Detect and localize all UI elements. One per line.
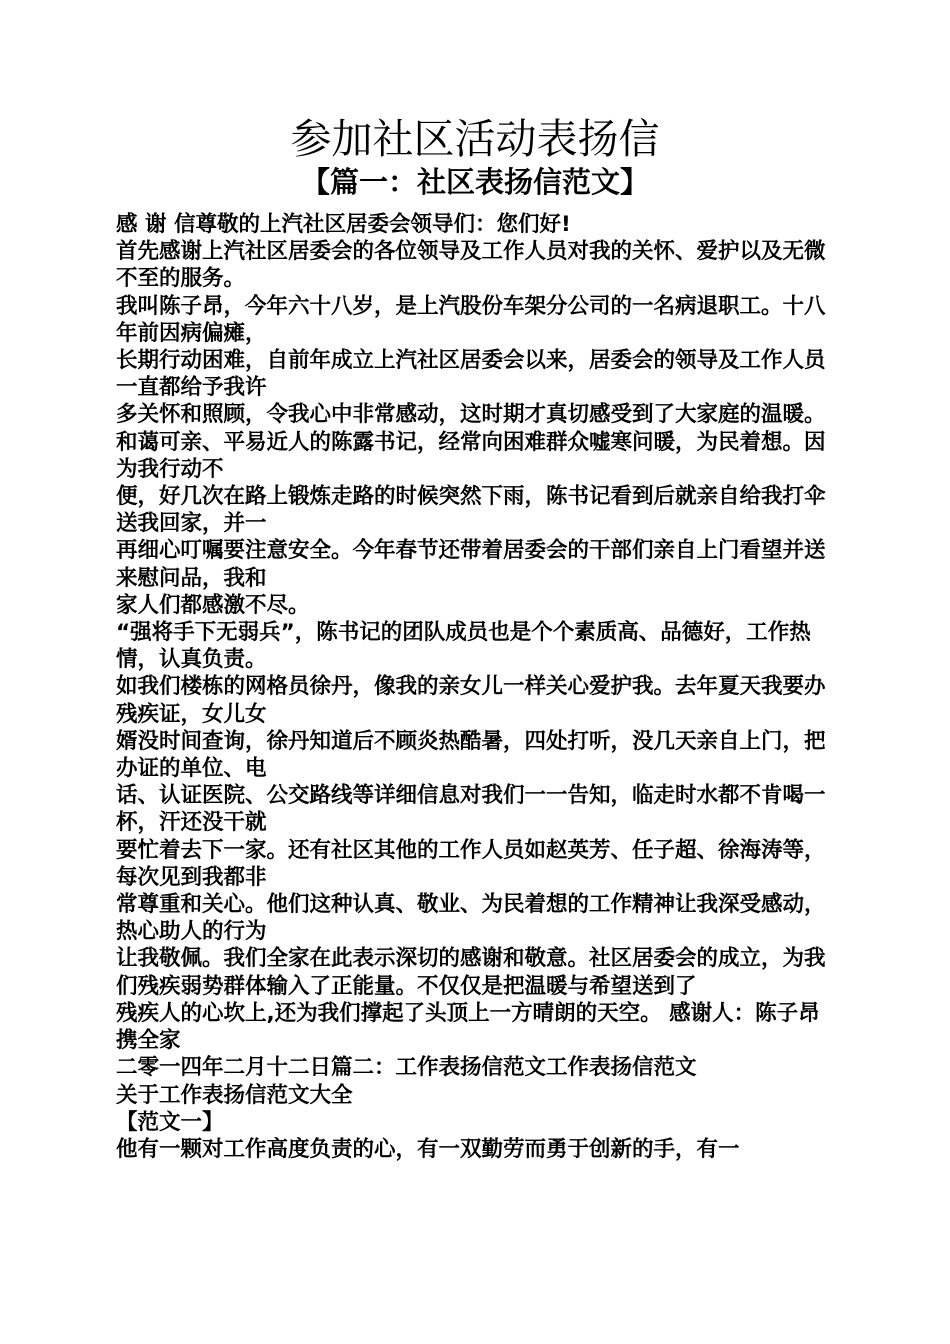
letter-body bbox=[116, 211, 838, 1163]
body-paragraph: 我叫陈子昂，今年六十八岁，是上汽股份车架分公司的一名病退职工。十八年前因病偏瘫， bbox=[116, 293, 826, 346]
body-paragraph: 要忙着去下一家。还有社区其他的工作人员如赵英芳、任子超、徐海涛等，每次见到我都非 bbox=[116, 837, 826, 890]
body-paragraph: 再细心叮嘱要注意安全。今年春节还带着居委会的干部们亲自上门看望并送来慰问品，我和 bbox=[116, 538, 826, 591]
body-paragraph: 他有一颗对工作高度负责的心，有一双勤劳而勇于创新的手，有一 bbox=[116, 1136, 740, 1162]
body-paragraph: 常尊重和关心。他们这种认真、敬业、为民着想的工作精神让我深受感动，热心助人的行为 bbox=[116, 892, 826, 945]
body-paragraph: 家人们都感激不尽。 bbox=[116, 592, 310, 618]
section-heading: 【篇一：社区表扬信范文】 bbox=[300, 165, 649, 199]
body-paragraph: 便，好几次在路上锻炼走路的时候突然下雨，陈书记看到后就亲自给我打伞送我回家，并一 bbox=[116, 484, 826, 537]
body-paragraph: 让我敬佩。我们全家在此表示深切的感谢和敬意。社区居委会的成立，为我们残疾弱势群体输入了正能量。不仅仅是把温暖与希望送到了 bbox=[116, 946, 826, 999]
body-paragraph: 长期行动困难，自前年成立上汽社区居委会以来，居委会的领导及工作人员一直都给予我许 bbox=[116, 348, 826, 401]
body-paragraph: 婿没时间查询，徐丹知道后不顾炎热酷暑，四处打听，没几天亲自上门，把办证的单位、电 bbox=[116, 728, 826, 782]
body-paragraph: 二零一四年二月十二日篇二：工作表扬信范文工作表扬信范文 bbox=[116, 1055, 697, 1081]
body-paragraph: 多关怀和照顾，令我心中非常感动，这时期才真切感受到了大家庭的温暖。 和蔼可亲、平易近人的陈露书记，经常向困难群众嘘寒问暖，为民着想。因为我行动不 bbox=[116, 402, 826, 482]
page-title: 参加社区活动表扬信 bbox=[290, 115, 660, 163]
body-paragraph: “强将手下无弱兵”，陈书记的团队成员也是个个素质高、品德好，工作热情，认真负责。 bbox=[116, 620, 811, 673]
body-paragraph: 话、认证医院、公交路线等详细信息对我们一一告知，临走时水都不肯喝一杯，汗还没干就 bbox=[116, 783, 826, 836]
body-paragraph: 如我们楼栋的网格员徐丹，像我的亲女儿一样关心爱护我。去年夏天我要办残疾证，女儿女 bbox=[116, 674, 826, 727]
body-paragraph: 【范文一】 bbox=[116, 1109, 224, 1135]
body-paragraph: 首先感谢上汽社区居委会的各位领导及工作人员对我的关怀、爱护以及无微不至的服务。 bbox=[116, 239, 826, 292]
body-paragraph: 残疾人的心坎上,还为我们撑起了头顶上一方晴朗的天空。 感谢人：陈子昂携全家 bbox=[116, 1000, 820, 1054]
body-paragraph: 感 谢 信尊敬的上汽社区居委会领导们：您们好! bbox=[116, 212, 571, 237]
body-paragraph: 关于工作表扬信范文大全 bbox=[116, 1082, 353, 1108]
